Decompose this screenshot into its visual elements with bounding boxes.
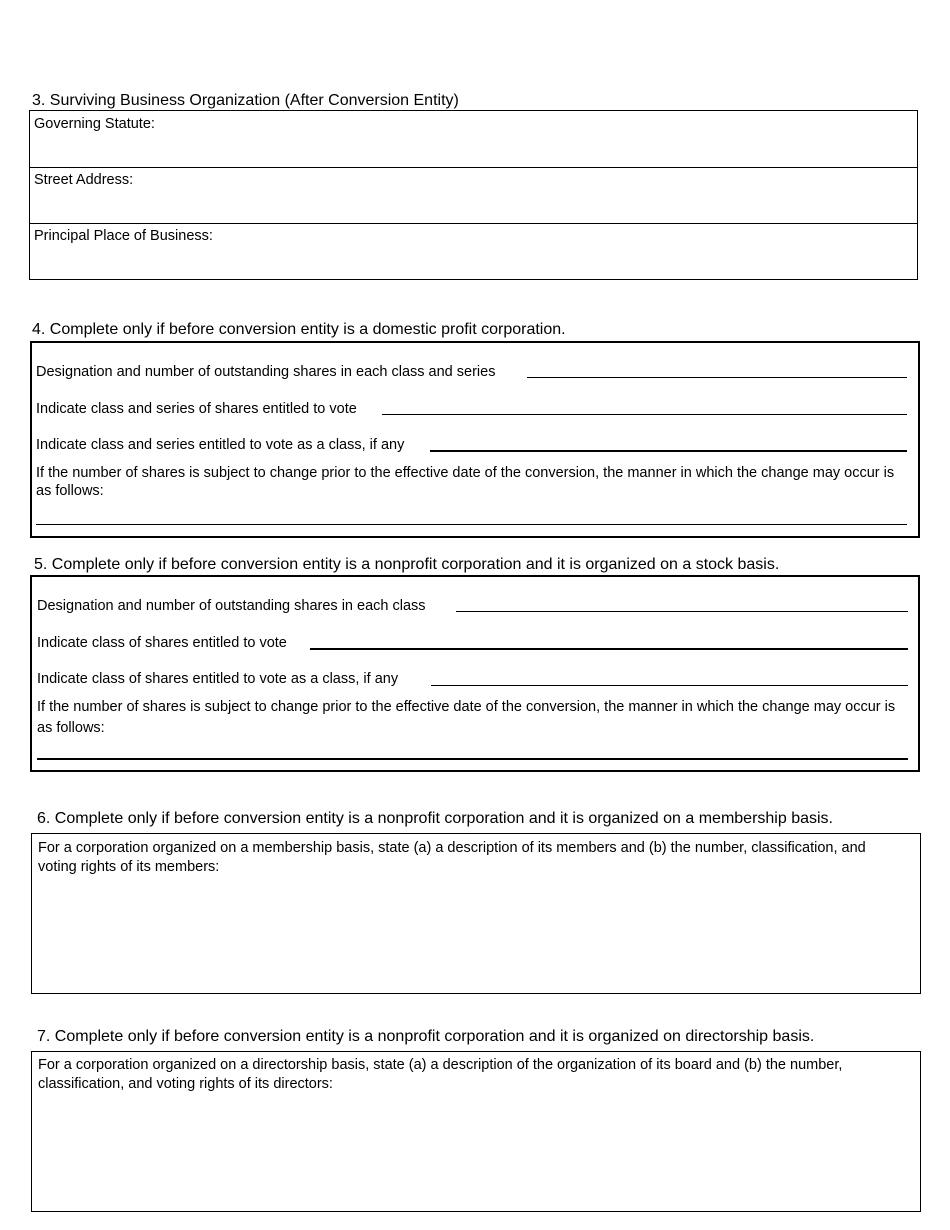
section-7-heading: 7. Complete only if before conversion entity is a nonprofit corporation and it is organized on directorship basis.: [37, 1028, 815, 1045]
s5-change-line[interactable]: [37, 758, 908, 760]
section-4-box: [30, 341, 920, 538]
s4-vote-class-label: Indicate class and series entitled to vote as a class, if any: [36, 437, 405, 453]
s4-designation-line[interactable]: [527, 377, 907, 378]
s5-designation-label: Designation and number of outstanding shares in each class: [37, 598, 426, 614]
s5-vote-class-line[interactable]: [431, 685, 908, 686]
street-address-label: Street Address:: [34, 172, 134, 188]
s4-designation-label: Designation and number of outstanding shares in each class and series: [36, 364, 496, 380]
s4-vote-line[interactable]: [382, 414, 907, 415]
section-3-heading: 3. Surviving Business Organization (After Conversion Entity): [32, 92, 459, 109]
s4-change-line[interactable]: [36, 524, 907, 525]
s7-instruction-text: For a corporation organized on a directorship basis, state (a) a description of the organization of its board and (b) the number, classification, and voting rights of its directors:: [38, 1057, 843, 1092]
principal-place-of-business-field[interactable]: [30, 223, 917, 279]
section-3-table: [29, 110, 918, 280]
section-6-heading: 6. Complete only if before conversion entity is a nonprofit corporation and it is organized on a membership basis.: [37, 810, 833, 827]
governing-statute-field[interactable]: [30, 111, 917, 167]
s5-designation-line[interactable]: [456, 611, 908, 612]
governing-statute-label: Governing Statute:: [34, 116, 155, 132]
s4-change-text: If the number of shares is subject to change prior to the effective date of the conversion, the manner in which the change may occur is as follows:: [36, 465, 895, 499]
section-5-heading: 5. Complete only if before conversion entity is a nonprofit corporation and it is organized on a stock basis.: [34, 556, 780, 573]
principal-place-of-business-label: Principal Place of Business:: [34, 228, 213, 244]
s5-change-text: If the number of shares is subject to change prior to the effective date of the conversion, the manner in which the change may occur is as follows:: [37, 699, 896, 736]
s5-vote-line[interactable]: [310, 648, 908, 650]
membership-description-field[interactable]: [31, 833, 921, 994]
section-4-heading: 4. Complete only if before conversion entity is a domestic profit corporation.: [32, 321, 566, 338]
street-address-field[interactable]: [30, 167, 917, 223]
s4-vote-label: Indicate class and series of shares entitled to vote: [36, 401, 357, 417]
s4-vote-class-line[interactable]: [430, 450, 907, 452]
s5-vote-label: Indicate class of shares entitled to vote: [37, 635, 287, 651]
section-5-box: [30, 575, 920, 772]
directorship-description-field[interactable]: [31, 1051, 921, 1212]
s5-vote-class-label: Indicate class of shares entitled to vote as a class, if any: [37, 671, 399, 687]
s6-instruction-text: For a corporation organized on a membership basis, state (a) a description of its members and (b) the number, classification, and voting rights of its members:: [38, 840, 866, 875]
